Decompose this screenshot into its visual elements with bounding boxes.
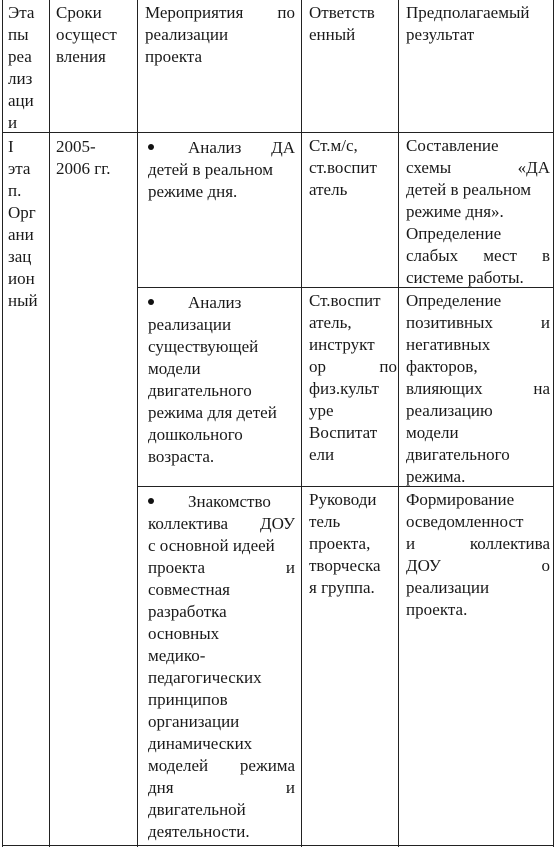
- result-text-line: позитивных и: [406, 313, 550, 332]
- header-text-line: пы: [8, 25, 29, 44]
- stage-text-line: ный: [8, 291, 38, 310]
- result-text-line: детей в реальном: [406, 180, 532, 199]
- activity-text-line: режима для детей: [148, 403, 277, 422]
- responsible-text-line: физ.культ: [309, 379, 379, 398]
- table-border-right: [553, 0, 554, 847]
- stage-text-line: эта: [8, 159, 31, 178]
- responsible-text-line: ст.воспит: [309, 158, 377, 177]
- activity-text-line: дня и: [148, 778, 295, 797]
- activity-text-line: разработка: [148, 602, 227, 621]
- activity-text-line: существующей: [148, 337, 259, 356]
- result-text-line: реализацию: [406, 401, 493, 420]
- result-text-line: Определение: [406, 291, 502, 310]
- responsible-text-line: Руководи: [309, 490, 377, 509]
- column-divider: [49, 0, 50, 847]
- result-text-line: проекта.: [406, 600, 468, 619]
- responsible-text-line: я группа.: [309, 578, 375, 597]
- table-border-bottom: [2, 845, 554, 846]
- activity-text-line: режиме дня.: [148, 182, 238, 201]
- result-text-line: ДОУ о: [406, 556, 550, 575]
- header-text-line: енный: [309, 25, 356, 44]
- activity-text-line: детей в реальном: [148, 160, 274, 179]
- header-text-line: вления: [56, 47, 106, 66]
- activity-text-line: двигательной: [148, 800, 246, 819]
- activity-text-line: педагогических: [148, 668, 262, 687]
- stage-text-line: зац: [8, 247, 32, 266]
- stage-text-line: ион: [8, 269, 35, 288]
- activity-text-line: принципов: [148, 690, 228, 709]
- responsible-text-line: Воспитат: [309, 423, 378, 442]
- header-text-line: Ответств: [309, 3, 375, 22]
- header-text-line: лиз: [8, 69, 33, 88]
- activity-cell: [148, 491, 295, 843]
- activity-text-line: с основной идеей: [148, 536, 275, 555]
- result-text-line: схемы «ДА: [406, 158, 550, 177]
- activity-cell: [148, 137, 295, 203]
- header-text-line: результат: [406, 25, 475, 44]
- activity-text-line: проекта и: [148, 558, 295, 577]
- bullet-icon: [148, 299, 154, 305]
- activity-text-line: двигательного: [148, 381, 252, 400]
- responsible-text-line: Ст.воспит: [309, 291, 381, 310]
- activity-text-line: [148, 137, 295, 159]
- header-text-line: и: [8, 113, 18, 132]
- result-text-line: слабых мест в: [406, 246, 550, 265]
- result-text-line: влияющих на: [406, 379, 550, 398]
- activity-text-line: реализации: [148, 315, 232, 334]
- header-text-line: аци: [8, 91, 34, 110]
- result-text-line: реализации: [406, 578, 490, 597]
- result-text-line: двигательного: [406, 445, 510, 464]
- responsible-text-line: ели: [309, 445, 335, 464]
- header-text-line: Мероприятия по: [145, 3, 295, 22]
- result-cell: [406, 290, 550, 488]
- responsible-text-line: атель: [309, 180, 348, 199]
- responsible-text-line: ор по: [309, 357, 397, 376]
- activity-text: Анализ: [188, 293, 242, 312]
- responsible-text-line: проекта,: [309, 534, 371, 553]
- result-text-line: Формирование: [406, 490, 515, 509]
- header-result: [406, 2, 552, 46]
- result-text-line: осведомленност: [406, 512, 524, 531]
- period-text-line: 2005-: [56, 137, 96, 156]
- period-cell: [56, 136, 136, 180]
- result-cell: [406, 489, 550, 621]
- activity-text-line: медико-: [148, 646, 206, 665]
- header-text-line: реализации: [145, 25, 229, 44]
- result-text-line: режима.: [406, 467, 466, 486]
- activity-text-line: модели: [148, 359, 201, 378]
- result-text-line: системе работы.: [406, 268, 524, 287]
- header-activities: [145, 2, 295, 68]
- header-divider: [2, 132, 554, 133]
- activity-text-line: основных: [148, 624, 220, 643]
- result-text-line: Составление: [406, 136, 499, 155]
- responsible-text-line: творческа: [309, 556, 381, 575]
- header-stages: [8, 2, 48, 134]
- responsible-text-line: атель,: [309, 313, 352, 332]
- responsible-cell: [309, 135, 397, 201]
- responsible-text-line: инструкт: [309, 335, 375, 354]
- activity-cell: [148, 292, 295, 468]
- header-text-line: Предполагаемый: [406, 3, 530, 22]
- stage-text-line: Орг: [8, 203, 36, 222]
- activity-text-line: коллектива ДОУ: [148, 514, 295, 533]
- activity-text-line: деятельности.: [148, 822, 250, 841]
- activity-text-line: моделей режима: [148, 756, 295, 775]
- table-border-left: [2, 0, 3, 847]
- activity-text-line: возраста.: [148, 447, 215, 466]
- responsible-text-line: уре: [309, 401, 334, 420]
- column-divider: [301, 0, 302, 847]
- column-divider: [398, 0, 399, 847]
- activity-text-line: совместная: [148, 580, 230, 599]
- result-text-line: факторов,: [406, 357, 478, 376]
- activity-text: Анализ ДА: [188, 138, 295, 157]
- column-divider: [137, 0, 138, 847]
- header-text-line: Эта: [8, 3, 35, 22]
- activity-text-line: организации: [148, 712, 240, 731]
- responsible-text-line: Ст.м/с,: [309, 136, 358, 155]
- result-text-line: негативных: [406, 335, 491, 354]
- activity-text: Знакомство: [188, 492, 271, 511]
- stage-text-line: ани: [8, 225, 34, 244]
- responsible-cell: [309, 489, 397, 599]
- header-responsible: [309, 2, 397, 46]
- responsible-cell: [309, 290, 397, 466]
- header-text-line: реа: [8, 47, 32, 66]
- activity-text-line: динамических: [148, 734, 253, 753]
- activity-text-line: [148, 491, 295, 513]
- bullet-icon: [148, 144, 154, 150]
- activity-text-line: [148, 292, 295, 314]
- header-period: [56, 2, 136, 68]
- header-text-line: проекта: [145, 47, 203, 66]
- stage-cell: [8, 136, 48, 312]
- result-text-line: модели: [406, 423, 459, 442]
- bullet-icon: [148, 498, 154, 504]
- stage-text-line: I: [8, 137, 14, 156]
- header-text-line: осущест: [56, 25, 117, 44]
- activity-text-line: дошкольного: [148, 425, 243, 444]
- result-text-line: режиме дня».: [406, 202, 504, 221]
- stage-text-line: п.: [8, 181, 22, 200]
- responsible-text-line: тель: [309, 512, 341, 531]
- result-text-line: и коллектива: [406, 534, 550, 553]
- period-text-line: 2006 гг.: [56, 159, 111, 178]
- result-text-line: Определение: [406, 224, 502, 243]
- result-cell: [406, 135, 550, 289]
- header-text-line: Сроки: [56, 3, 102, 22]
